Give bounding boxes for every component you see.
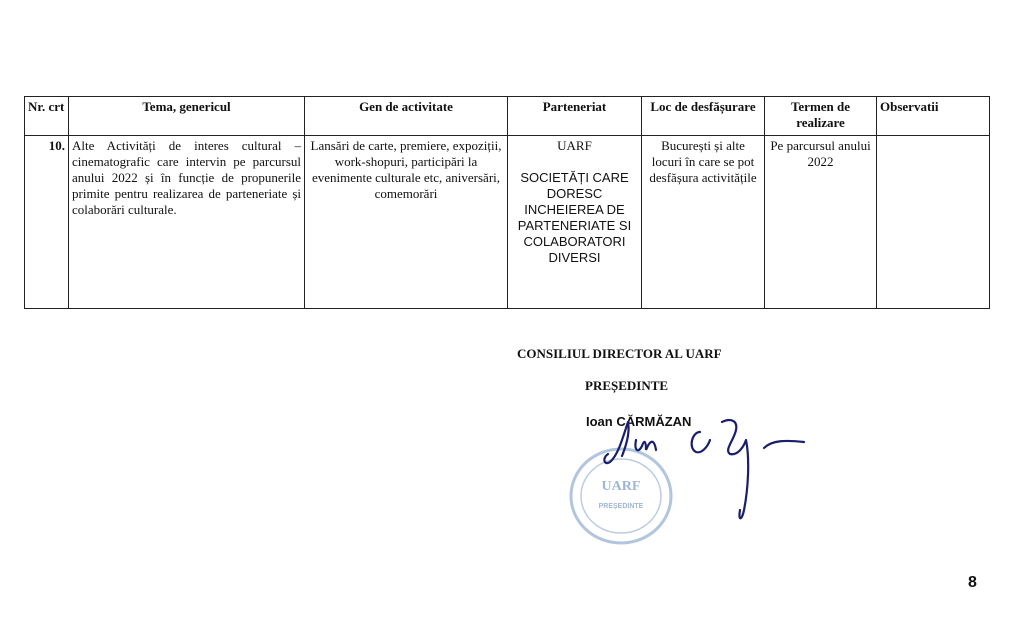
spacer — [511, 154, 638, 170]
activity-table — [24, 96, 990, 309]
row-observatii — [877, 136, 990, 309]
stamp-main-text: UARF — [601, 479, 641, 494]
header-termen: Termen de realizare — [765, 97, 877, 136]
handwritten-signature-icon — [600, 410, 810, 530]
signature-block — [0, 340, 1024, 560]
partner-uarf: UARF — [557, 138, 592, 153]
council-title: CONSILIUL DIRECTOR AL UARF — [517, 346, 722, 361]
header-nr: Nr. crt — [25, 97, 69, 136]
header-loc: Loc de desfășurare — [642, 97, 765, 136]
row-gen: Lansări de carte, premiere, expoziții, work-shopuri, participări la evenimente culturale etc, aniversări, comemorări — [305, 136, 508, 309]
partner-societies: SOCIETĂȚI CARE DORESC INCHEIEREA DE PARTENERIATE SI COLABORATORI DIVERSI — [517, 170, 632, 265]
table-header-row — [25, 97, 990, 136]
table-row — [25, 136, 990, 309]
header-parteneriat: Parteneriat — [508, 97, 642, 136]
stamp-sub-text: PREȘEDINTE — [598, 503, 644, 510]
president-name: Ioan CĂRMĂZAN — [586, 414, 692, 429]
row-parteneriat — [508, 136, 642, 309]
president-title: PREȘEDINTE — [585, 378, 669, 393]
page-number: 8 — [968, 574, 977, 591]
row-loc: București și alte locuri în care se pot desfășura activitățile — [642, 136, 765, 309]
row-nr: 10. — [25, 136, 69, 309]
header-gen: Gen de activitate — [305, 97, 508, 136]
row-termen: Pe parcursul anului 2022 — [765, 136, 877, 309]
header-observatii: Observatii — [877, 97, 990, 136]
row-tema: Alte Activități de interes cultural – cinematografic care intervin pe parcursul anului 2022 și în funcție de propunerile primite pentru realizarea de parteneriate și colaborări culturale. — [69, 136, 305, 309]
header-tema: Tema, genericul — [69, 97, 305, 136]
